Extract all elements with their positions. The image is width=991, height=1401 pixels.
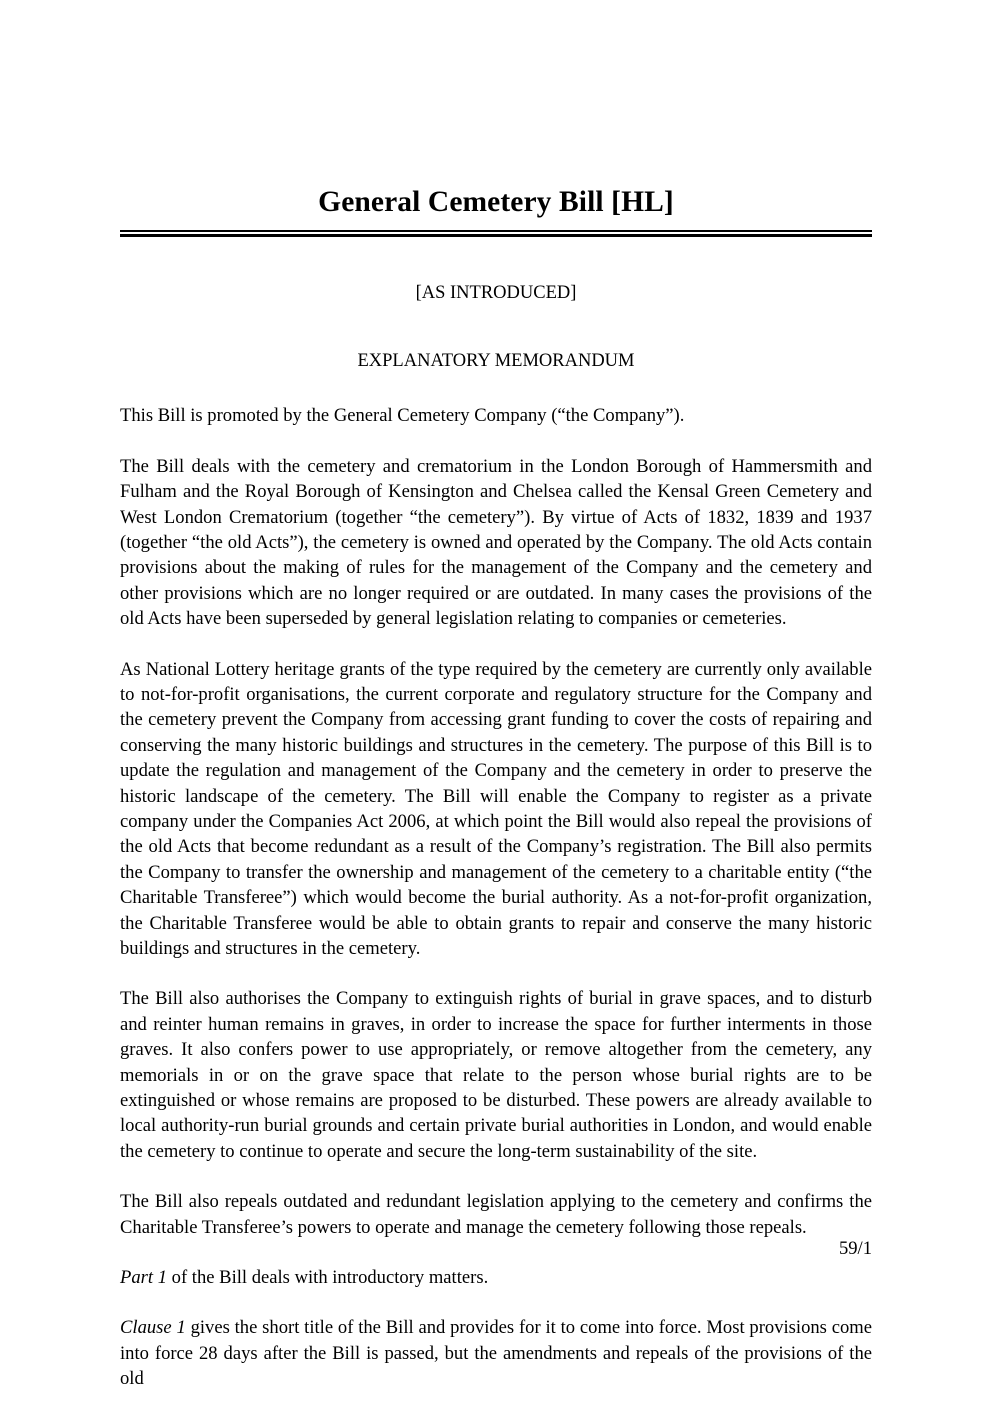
- clause-1-text: gives the short title of the Bill and provides for it to come into force. Most provisions come into force 28 days after the Bill is passed, but the amendments and repeals of the provisions of the old: [120, 1317, 872, 1390]
- page-title: General Cemetery Bill [HL]: [318, 186, 674, 218]
- status-line: [AS INTRODUCED]: [415, 283, 577, 304]
- clause-1-reference: Clause 1: [120, 1317, 186, 1339]
- part-1-reference: Part 1: [120, 1267, 168, 1289]
- paragraph-clause-1: [120, 1290, 872, 1391]
- title-rule-thin: [120, 230, 872, 232]
- title-rule-thick: [120, 234, 872, 237]
- paragraph-national-lottery: As National Lottery heritage grants of the type required by the cemetery are currently only available to not-for-profit organisations, the current corporate and regulatory structure for the Company and the cemetery prevent the Company from accessing grant funding to cover the costs of repairing and conserving the many historic buildings and structures in the cemetery. The purpose of this Bill is to update the regulation and management of the Company and the cemetery in order to preserve the historic landscape of the cemetery. The Bill will enable the Company to register as a private company under the Companies Act 2006, at which point the Bill would also repeal the provisions of the old Acts that become redundant as a result of the Company’s registration. The Bill also permits the Company to transfer the ownership and management of the cemetery to a charitable entity (“the Charitable Transferee”) which would become the burial authority. As a not-for-profit organization, the Charitable Transferee would be able to obtain grants to repair and conserve the many historic buildings and structures in the cemetery.: [120, 658, 872, 959]
- document-content: [120, 0, 872, 1392]
- paragraph-promoter: This Bill is promoted by the General Cemetery Company (“the Company”).: [120, 405, 685, 427]
- part-1-text: of the Bill deals with introductory matters.: [167, 1267, 489, 1289]
- title-double-rule: [120, 230, 872, 237]
- section-heading: EXPLANATORY MEMORANDUM: [357, 351, 635, 372]
- paragraph-repeals: The Bill also repeals outdated and redundant legislation applying to the cemetery and confirms the Charitable Transferee’s powers to operate and manage the cemetery following those repeals.: [120, 1191, 872, 1238]
- page-number: 59/1: [838, 1238, 872, 1259]
- paragraph-bill-deals-with: The Bill deals with the cemetery and crematorium in the London Borough of Hammersmith and Fulham and the Royal Borough of Kensington and Chelsea called the Kensal Green Cemetery and West London Crematorium (together “the cemetery”). By virtue of Acts of 1832, 1839 and 1937 (together “the old Acts”), the cemetery is owned and operated by the Company. The old Acts contain provisions about the making of rules for the management of the Company and the cemetery and other provisions which are no longer required or are outdated. In many cases the provisions of the old Acts have been superseded by general legislation relating to companies or cemeteries.: [120, 455, 872, 630]
- paragraph-extinguish-rights: The Bill also authorises the Company to extinguish rights of burial in grave spaces, and to disturb and reinter human remains in graves, in order to increase the space for further interments in those graves. It also confers power to use appropriately, or remove altogether from the cemetery, any memorials in or on the grave space that relate to the person whose burial rights are to be extinguished or whose remains are proposed to be disturbed. These powers are already available to local authority-run burial grounds and certain private burial authorities in London, and would enable the cemetery to continue to operate and secure the long-term sustainability of the site.: [120, 988, 872, 1162]
